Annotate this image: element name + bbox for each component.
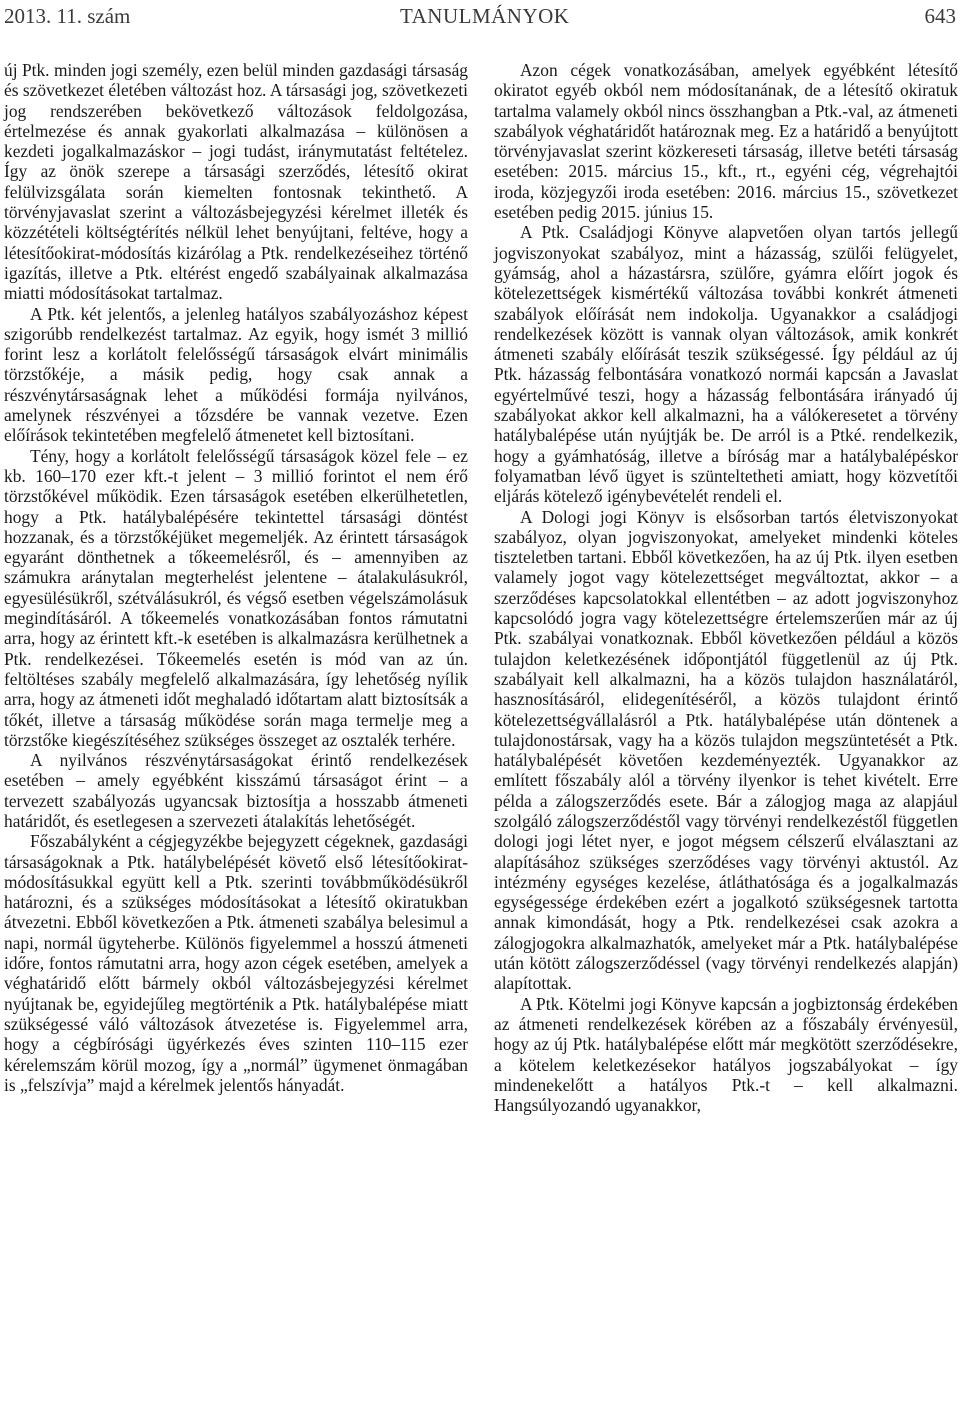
right-column bbox=[494, 60, 958, 1115]
page-number: 643 bbox=[924, 4, 956, 28]
paragraph: Azon cégek vonatkozásában, amelyek egyébként létesítő okiratot egyéb okból nem módosítanának, de a létesítő okiratuk tartalma valamely okból nincs összhangban a Ptk.-val, az átmeneti szabályok véghatáridőt határoznak meg. Ez a határidő a benyújtott törvényjavaslat szerint közkereseti társaság, illetve betéti társaság esetében: 2015. március 15., kft., rt., egyéni cég, végrehajtói iroda, közjegyzői iroda esetében: 2016. március 15., szövetkezet esetében pedig 2015. június 15. bbox=[494, 60, 958, 223]
issue-number: 2013. 11. szám bbox=[4, 4, 131, 28]
paragraph: A Dologi jogi Könyv is elsősorban tartós életviszonyokat szabályoz, olyan jogviszonyokat, amelyeket mindenki köteles tiszteletben tartani. Ebből következően, ha az új Ptk. ilyen esetben valamely jogot vagy kötelezettséget megváltoztat, akkor – a szerződéses kapcsolatokkal ellentétben – az adott jogviszonyhoz kapcsolódó jogra vagy kötelezettségre értelemszerűen már az új Ptk. szabályai vonatkoznak. Ebből következően például a közös tulajdon keletkezésének időpontjától függetlenül az új Ptk. szabályait kell alkalmazni, ha a közös tulajdon használatáról, hasznosításáról, elidegenítéséről, a közös tulajdont érintő kötelezettségvállalásról a Ptk. hatálybalépése után döntenek a tulajdonostársak, vagy ha a közös tulajdon megszüntetését a Ptk. hatálybalépését követően kezdeményezték. Ugyanakkor az említett főszabály alól a törvény ilyenkor is tehet kivételt. Erre példa a zálogszerződés esete. Bár a zálogjog maga az alapjául szolgáló zálogszerződéstől vagy törvényi rendelkezéstől független dologi jogi létet nyer, e jogot mégsem célszerű elválasztani az alapításához szükséges szerződéses vagy törvényi aktustól. Az intézmény egységes kezelése, átláthatósága és a jogalkalmazás egységessége érdekében ezért a jogalkotó szükségesnek tartotta annak kimondását, hogy a Ptk. rendelkezései csak azokra a zálogjogokra alkalmazhatók, amelyeket már a Ptk. hatálybalépése után kötött zálogszerződéssel (vagy törvényi rendelkezés alapján) alapítottak. bbox=[494, 506, 958, 994]
paragraph: A Ptk. két jelentős, a jelenleg hatályos szabályozáshoz képest szigorúbb rendelkezést tartalmaz. Az egyik, hogy ismét 3 millió forint lesz a korlátolt felelősségű társaságok elvárt minimális törzstőkéje, a másik pedig, hogy csak annak a részvénytársaságnak lehet a működési formája nyilvános, amelynek részvényei a tőzsdére be vannak vezetve. Ezen előírások tekintetében megfelelő átmenetet kell biztosítani. bbox=[4, 303, 468, 446]
section-title: TANULMÁNYOK bbox=[400, 4, 570, 28]
paragraph: A nyilvános részvénytársaságokat érintő rendelkezések esetében – amely egyébként kisszámú társaságot érint – a tervezett szabályozás ugyancsak biztosítja a hosszabb átmeneti határidőt, és esetlegesen a szervezeti átalakítás lehetőségét. bbox=[4, 750, 468, 831]
paragraph: Főszabályként a cégjegyzékbe bejegyzett cégeknek, gazdasági társaságoknak a Ptk. hatálybelépését követő első létesítőokirat-módosításukkal együtt kell a Ptk. szerinti továbbműködésükről határozni, és a szükséges módosításokat a létesítő okiratukban átvezetni. Ebből következően a Ptk. átmeneti szabálya belesimul a napi, normál ügyteherbe. Különös figyelemmel a hosszú átmeneti időre, fontos rámutatni arra, hogy azon cégek esetében, amelyek a véghatáridő előtt bármely okból változásbejegyzési kérelmet nyújtanak be, egyidejűleg megtörténik a Ptk. hatálybalépése miatt szükségessé váló változások átvezetése is. Figyelemmel arra, hogy a cégbírósági ügyérkezés éves szinten 110–115 ezer kérelemszám körül mozog, így a „normál” ügymenet önmagában is „felszívja” majd a kérelmek jelentős hányadát. bbox=[4, 831, 468, 1095]
paragraph: Tény, hogy a korlátolt felelősségű társaságok közel fele – ez kb. 160–170 ezer kft.-t jelent – 3 millió forintot el nem érő törzstőkével működik. Ezen társaságok esetében elkerülhetetlen, hogy a Ptk. hatálybalépésére tekintettel társasági döntést hozzanak, és a törzstőkéjüket megemeljék. Az érintett társaságok egyaránt dönthetnek a tőkeemelésről, és – amennyiben az számukra aránytalan megterhelést jelentene – átalakulásukról, egyesülésükről, szétválásukról, és végső esetben végelszámolásuk megindításáról. A tőkeemelés vonatkozásában fontos rámutatni arra, hogy az érintett kft.-k esetében is alkalmazásra kerülhetnek a Ptk. rendelkezései. Tőkeemelés esetén is mód van az ún. feltöltéses szabály megfelelő alkalmazására, így lehetőség nyílik arra, hogy az átmeneti időt meghaladó időtartam alatt biztosítsák a tőkét, illetve a társaság működése során maga termelje meg a törzstőke kiegészítéséhez szükséges összeget az osztalék terhére. bbox=[4, 445, 468, 750]
paragraph: A Ptk. Kötelmi jogi Könyve kapcsán a jogbiztonság érdekében az átmeneti rendelkezések körében az a főszabály érvényesül, hogy az új Ptk. hatálybalépése előtt már megkötött szerződésekre, a kötelem keletkezésekor hatályos jogszabályokat – így mindenekelőtt a hatályos Ptk.-t – kell alkalmazni. Hangsúlyozandó ugyanakkor, bbox=[494, 993, 958, 1116]
left-column bbox=[4, 60, 468, 1095]
paragraph: új Ptk. minden jogi személy, ezen belül minden gazdasági társaság és szövetkezet életében változást hoz. A társasági jog, szövetkezeti jog rendszerében bekövetkező változások feldolgozása, értelmezése és annak gyakorlati alkalmazása – különösen a kezdeti jogalkalmazáskor – jogi tudást, iránymutatást feltételez. Így az önök szerepe a társasági szerződés, létesítő okirat felülvizsgálata során kiemelten fontosnak tekinthető. A törvényjavaslat szerint a változásbejegyzési kérelmet illeték és közzétételi költségtérítés nélkül lehet benyújtani, feltéve, hogy a létesítőokirat-módosítás kizárólag a Ptk. rendelkezéseihez történő igazítás, illetve a Ptk. eltérést engedő szabályainak alkalmazása miatti módosításokat tartalmaz. bbox=[4, 60, 468, 304]
paragraph: A Ptk. Családjogi Könyve alapvetően olyan tartós jellegű jogviszonyokat szabályoz, mint a házasság, szülői felügyelet, gyámság, ahol a házastársra, szülőre, gyámra előírt jogok és kötelezettségek kismértékű változása további konkrét átmeneti szabályok előírását nem indokolja. Ugyanakkor a családjogi rendelkezések között is vannak olyan változások, amik konkrét átmeneti szabály előírását teszik szükségessé. Így például az új Ptk. házasság felbontására vonatkozó normái kapcsán a Javaslat egyértelművé teszi, hogy a házasság felbontására irányadó új szabályokat akkor kell alkalmazni, ha a válókeresetet a törvény hatálybalépése után nyújtják be. De arról is a Ptké. rendelkezik, hogy a gyámhatóság, illetve a bíróság mar a hatálybalépéskor folyamatban lévő ügyet is szünteltetheti amiatt, hogy közvetítői eljárás kötelező igénybevételét rendeli el. bbox=[494, 222, 958, 507]
page-header bbox=[0, 0, 960, 40]
